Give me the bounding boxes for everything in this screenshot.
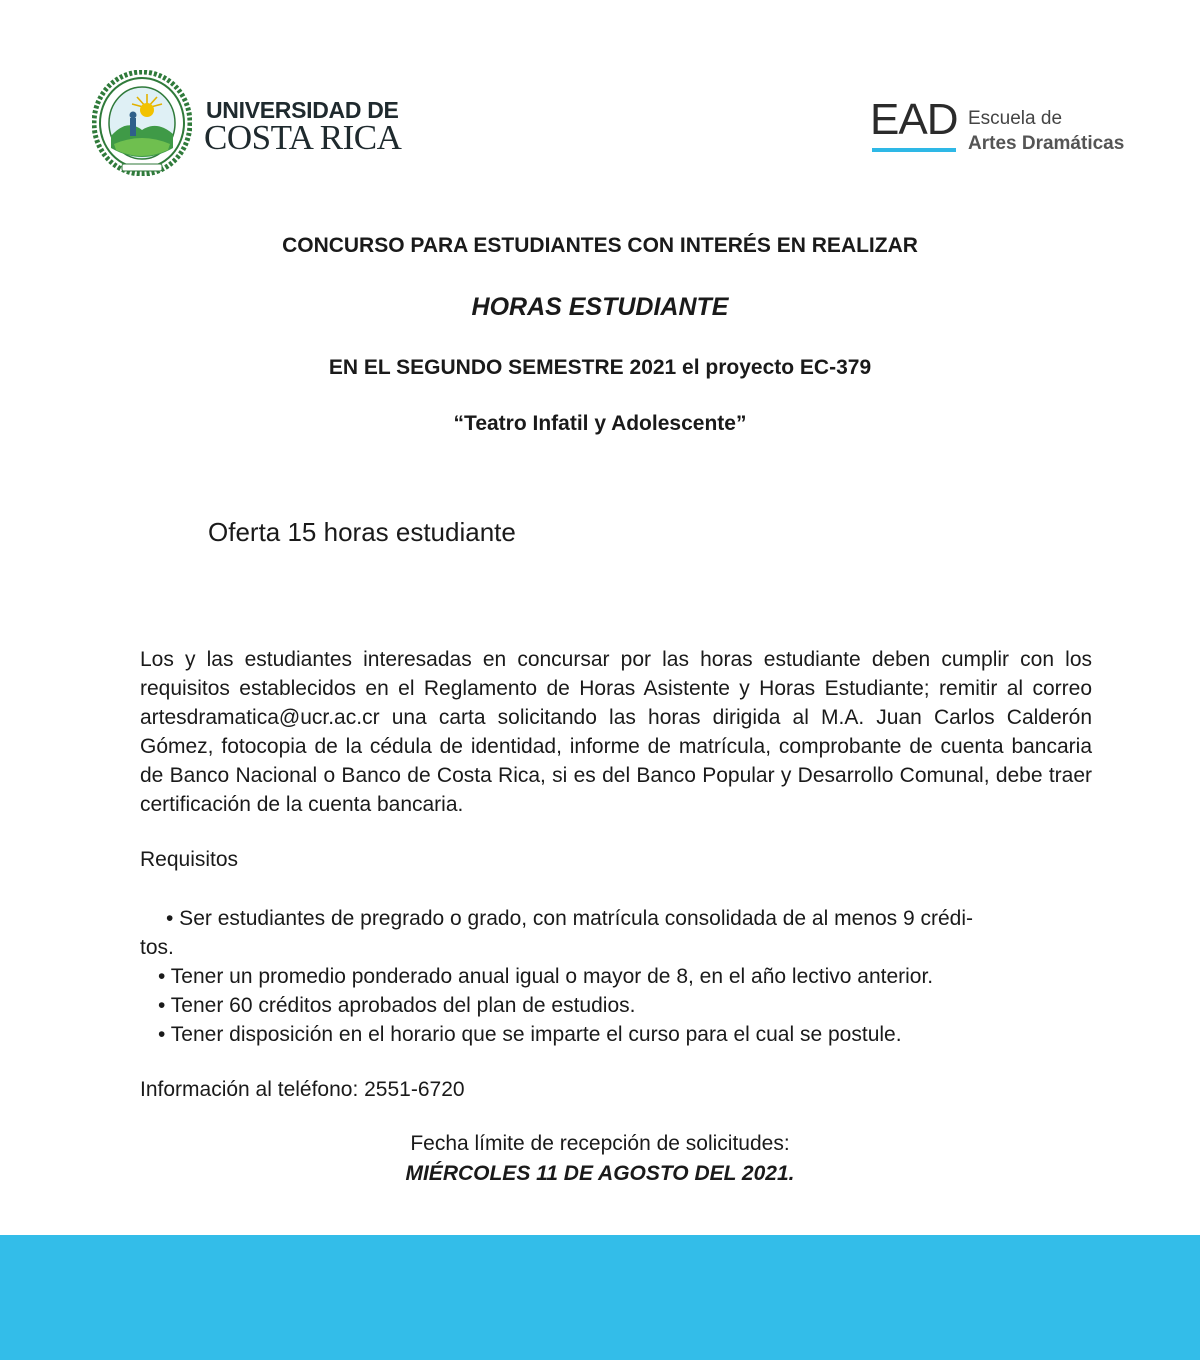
list-item: tos. [140,936,174,959]
requirements-title: Requisitos [140,848,239,871]
requirements-paragraph: Los y las estudiantes interesadas en concursar por las horas estudiante deben cumplir con los requisitos establecidos en el Reglamento de Horas Asistente y Horas Estudiante; remitir al correo artesdramatica@ucr.ac.cr una carta solicitando las horas dirigida al M.A. Juan Carlos Calderón Gómez, fotocopia de la cédula de identidad, informe de matrícula, comprobante de cuenta bancaria de Banco Nacional o Banco de Costa Rica, si es del Banco Popular y Desarrollo Comunal, debe traer certificación de la cuenta bancaria. [140,648,1092,816]
deadline-label: Fecha límite de recepción de solicitudes: [410,1132,790,1155]
ucr-logo-line1: UNIVERSIDAD DE [206,97,399,123]
ead-logo-line2: Artes Dramáticas [968,133,1125,154]
ucr-logo [92,70,402,176]
requirements-list [140,904,1092,1049]
ucr-seal-icon [92,70,192,176]
offer-text: Oferta 15 horas estudiante [208,517,516,547]
list-item: • Tener 60 créditos aprobados del plan de estudios. [158,994,636,1017]
list-item: • Ser estudiantes de pregrado o grado, con matrícula consolidada de al menos 9 crédi- [166,907,973,930]
phone-info: Información al teléfono: 2551-6720 [140,1078,465,1101]
ead-logo [868,95,1138,158]
list-item: • Tener disposición en el horario que se imparte el curso para el cual se postule. [158,1023,902,1046]
project-name: “Teatro Infatil y Adolescente” [453,412,747,435]
title-line3: EN EL SEGUNDO SEMESTRE 2021 el proyecto EC-379 [328,356,872,379]
ucr-logo-line2: COSTA RICA [204,118,402,157]
title-line1: CONCURSO PARA ESTUDIANTES CON INTERÉS EN REALIZAR [282,234,918,257]
footer-band [0,1235,1200,1360]
title-horas-estudiante: HORAS ESTUDIANTE [471,293,729,321]
list-item: • Tener un promedio ponderado anual igual o mayor de 8, en el año lectivo anterior. [158,965,934,988]
ead-acronym: EAD [870,95,958,144]
ead-logo-line1: Escuela de [968,108,1063,129]
deadline-date: MIÉRCOLES 11 DE AGOSTO DEL 2021. [405,1162,795,1185]
ead-underline [872,148,956,152]
